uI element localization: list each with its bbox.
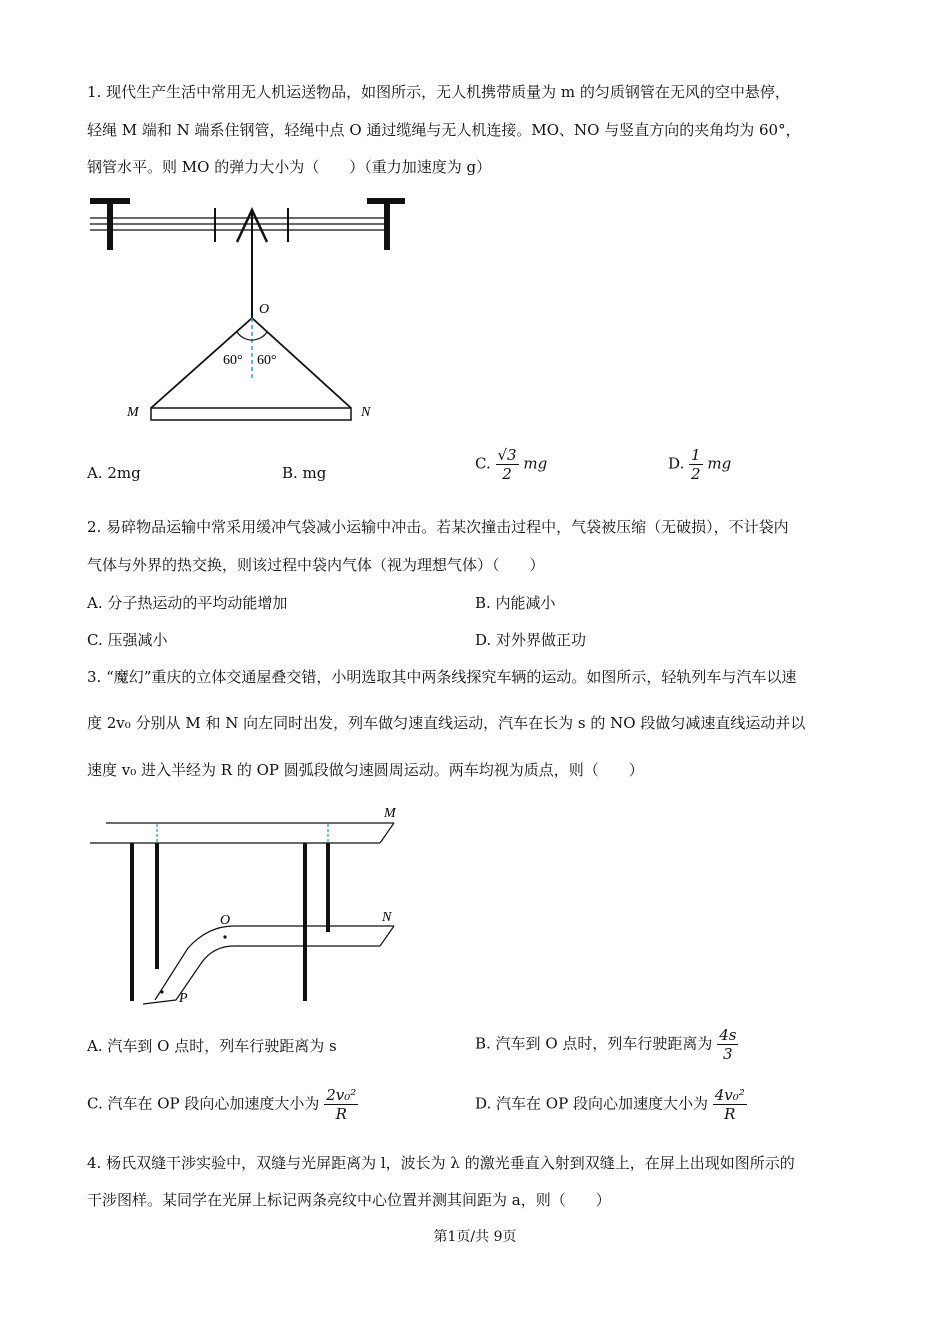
q3-option-b-denominator: 3 — [723, 1045, 733, 1063]
q3-option-a[interactable]: A. 汽车到 O 点时，列车行驶距离为 s — [87, 1037, 337, 1055]
q1-option-c-fraction — [496, 446, 519, 483]
q1-angle-right: 60° — [257, 353, 277, 368]
q1-option-c-denominator: 2 — [502, 465, 512, 483]
q1-text-line2: 轻绳 M 端和 N 端系住钢管，轻绳中点 O 通过缆绳与无人机连接。MO、NO 与竖直方向的夹角均为 60°， — [87, 121, 801, 139]
q3-label-M: M — [384, 806, 396, 821]
q3-label-P: P — [179, 991, 188, 1006]
q1-option-d-suffix: mg — [707, 454, 732, 473]
q3-label-O: O — [220, 913, 231, 928]
q3-option-b-numerator: 4s — [719, 1026, 737, 1044]
q2-option-d[interactable]: D. 对外界做正功 — [475, 631, 587, 649]
q1-option-d-numerator: 1 — [691, 446, 701, 464]
q1-label-O: O — [259, 302, 270, 317]
q3-option-c[interactable] — [87, 1086, 358, 1123]
q3-option-c-denominator: R — [335, 1105, 347, 1123]
q3-text-line1: 3. “魔幻”重庆的立体交通屋叠交错，小明选取其中两条线探究车辆的运动。如图所示，轻轨列车与汽车以速 — [87, 668, 797, 686]
q3-text-line3: 速度 v₀ 进入半经为 R 的 OP 圆弧段做匀速圆周运动。两车均视为质点，则（ ） — [87, 761, 644, 779]
q4-text-line1: 4. 杨氏双缝干涉实验中，双缝与光屏距离为 l，波长为 λ 的激光垂直入射到双缝上，在屏上出现如图所示的 — [87, 1154, 795, 1172]
q1-option-a[interactable]: A. 2mg — [87, 464, 141, 482]
q4-text-line2: 干涉图样。某同学在光屏上标记两条亮纹中心位置并测其间距为 a，则（ ） — [87, 1191, 611, 1209]
q1-label-M: M — [127, 405, 139, 420]
q1-option-c-suffix: mg — [523, 454, 548, 473]
q1-label-N: N — [361, 405, 371, 420]
q2-option-a[interactable]: A. 分子热运动的平均动能增加 — [87, 594, 288, 612]
q1-option-d[interactable] — [668, 446, 731, 483]
q3-option-d-fraction — [713, 1086, 747, 1123]
q3-text-line2: 度 2v₀ 分别从 M 和 N 向左同时出发，列车做匀速直线运动，汽车在长为 s 的 NO 段做匀减速直线运动并以 — [87, 714, 806, 732]
q1-angle-left: 60° — [223, 353, 243, 368]
q2-option-c[interactable]: C. 压强减小 — [87, 631, 168, 649]
q3-option-b[interactable] — [475, 1026, 738, 1063]
q1-option-b[interactable]: B. mg — [282, 464, 327, 482]
q3-option-d-prefix: D. 汽车在 OP 段向心加速度大小为 — [475, 1094, 708, 1113]
q2-text-line2: 气体与外界的热交换，则该过程中袋内气体（视为理想气体）（ ） — [87, 556, 545, 574]
q3-option-c-fraction — [324, 1086, 358, 1123]
q3-label-N: N — [382, 910, 392, 925]
q1-text-line1: 1. 现代生产生活中常用无人机运送物品，如图所示，无人机携带质量为 m 的匀质钢管在无风的空中悬停， — [87, 83, 790, 101]
q1-option-d-prefix: D. — [668, 454, 685, 473]
q3-option-b-prefix: B. 汽车到 O 点时，列车行驶距离为 — [475, 1034, 713, 1053]
q3-option-b-fraction — [717, 1026, 738, 1063]
q3-option-c-numerator: 2v₀² — [326, 1086, 357, 1104]
q2-option-b[interactable]: B. 内能减小 — [475, 594, 556, 612]
q3-option-c-prefix: C. 汽车在 OP 段向心加速度大小为 — [87, 1094, 320, 1113]
q1-option-c-prefix: C. — [475, 454, 491, 473]
q1-option-c-numerator: √3 — [497, 446, 517, 464]
q1-text-line3: 钢管水平。则 MO 的弹力大小为（ ）（重力加速度为 g） — [87, 158, 492, 176]
page-footer: 第1页/共 9页 — [433, 1229, 517, 1245]
q1-option-d-fraction — [689, 446, 703, 483]
q3-option-d[interactable] — [475, 1086, 747, 1123]
q3-option-d-numerator: 4v₀² — [714, 1086, 745, 1104]
q3-traffic-figure — [88, 800, 408, 1010]
q1-drone-figure — [85, 190, 405, 430]
q2-text-line1: 2. 易碎物品运输中常采用缓冲气袋减小运输中冲击。若某次撞击过程中，气袋被压缩（无破损），不计袋内 — [87, 518, 789, 536]
q3-option-d-denominator: R — [724, 1105, 736, 1123]
q1-option-c[interactable] — [475, 446, 547, 483]
q1-option-d-denominator: 2 — [691, 465, 701, 483]
